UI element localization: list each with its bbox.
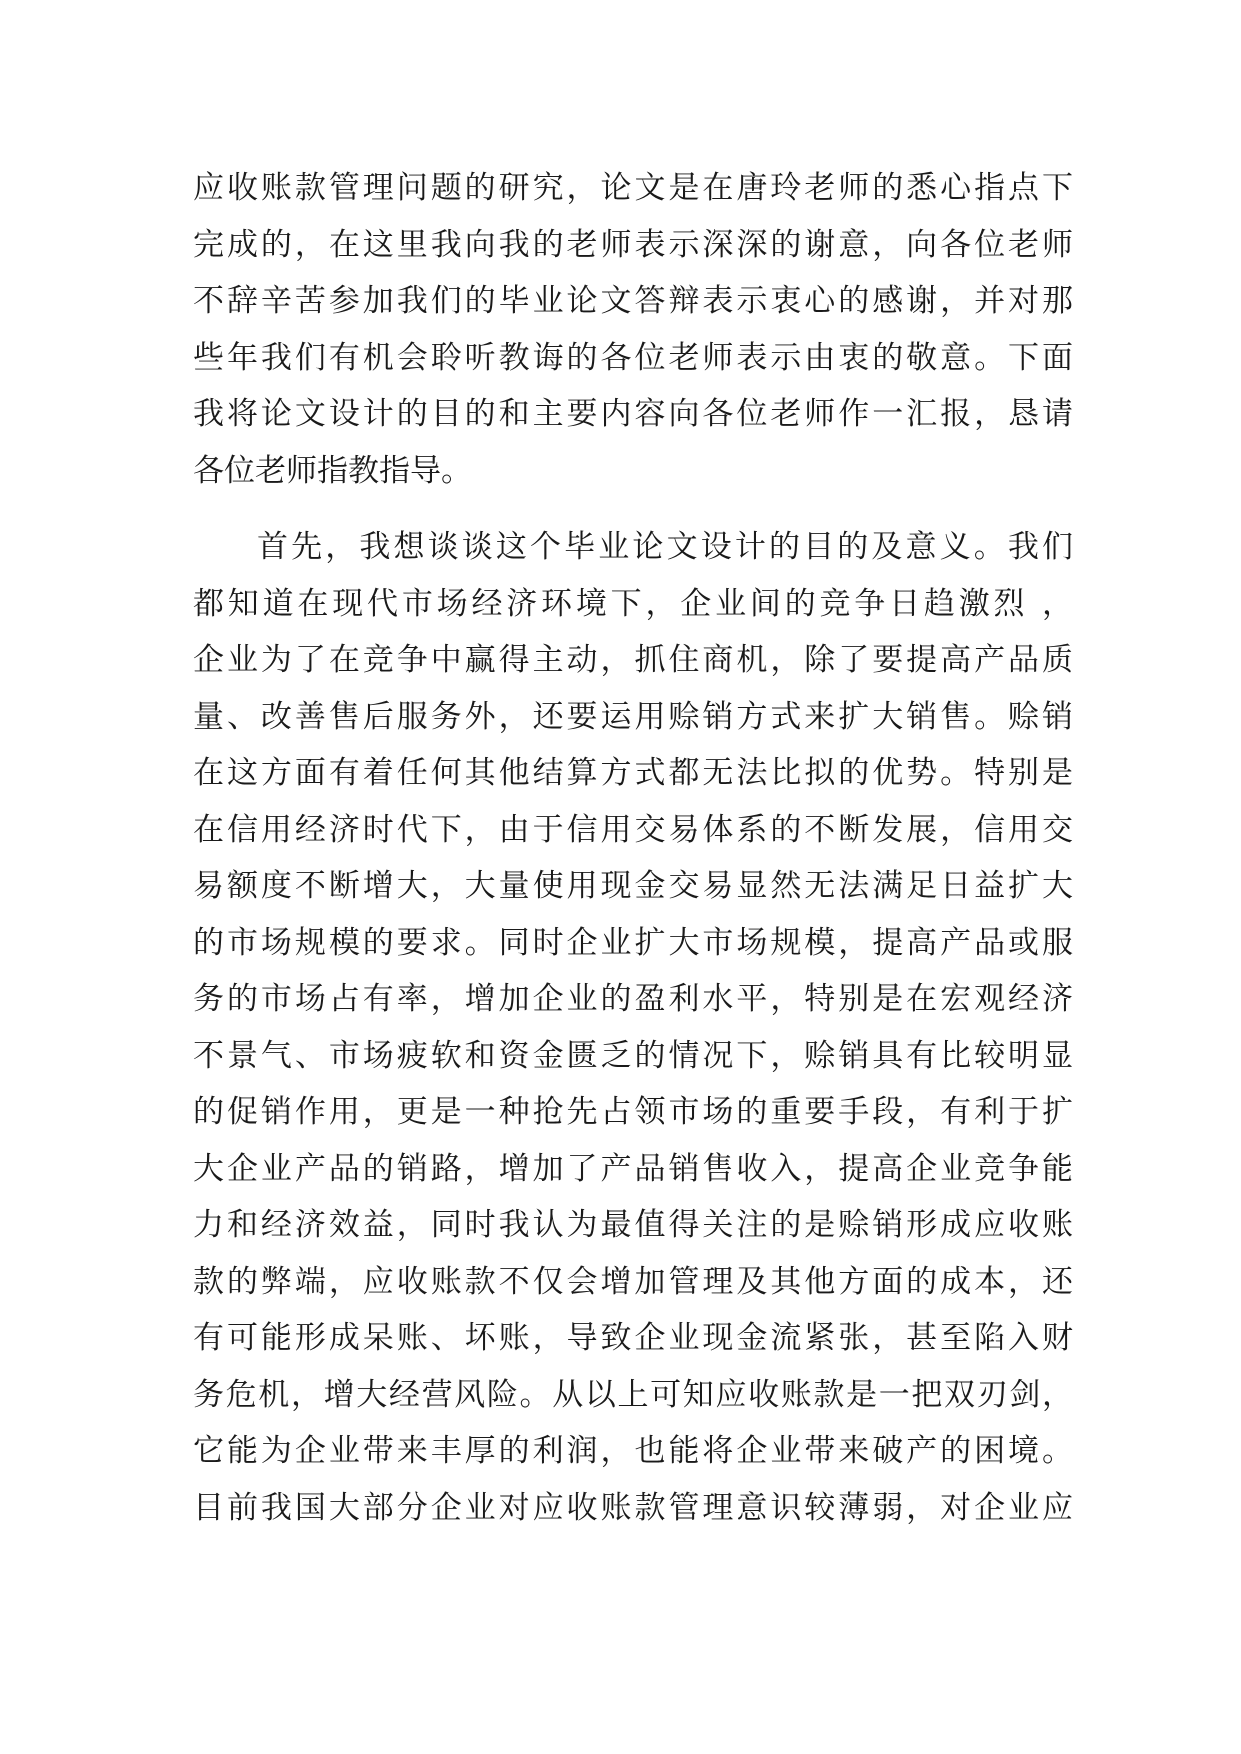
text-line: 应收账款管理问题的研究，论文是在唐玲老师的悉心指点下 <box>193 170 1073 206</box>
text-line: 易额度不断增大，大量使用现金交易显然无法满足日益扩大 <box>193 868 1073 904</box>
text-line: 目前我国大部分企业对应收账款管理意识较薄弱，对企业应 <box>193 1489 1073 1526</box>
text-line: 的市场规模的要求。同时企业扩大市场规模，提高产品或服 <box>193 924 1073 961</box>
text-line: 量、改善售后服务外，还要运用赊销方式来扩大销售。赊销 <box>193 698 1073 735</box>
text-line: 不辞辛苦参加我们的毕业论文答辩表示衷心的感谢，并对那 <box>193 283 1073 319</box>
text-line: 在信用经济时代下，由于信用交易体系的不断发展，信用交 <box>193 811 1073 848</box>
text-line: 它能为企业带来丰厚的利润，也能将企业带来破产的困境。 <box>193 1433 1073 1469</box>
text-line: 有可能形成呆账、坏账，导致企业现金流紧张，甚至陷入财 <box>193 1320 1073 1356</box>
body-text <box>193 160 1073 1536</box>
text-line: 务的市场占有率，增加企业的盈利水平，特别是在宏观经济 <box>193 981 1073 1017</box>
paragraph-purpose <box>193 519 1073 1536</box>
text-line: 我将论文设计的目的和主要内容向各位老师作一汇报，恳请 <box>193 396 1073 432</box>
text-line: 的促销作用，更是一种抢先占领市场的重要手段，有利于扩 <box>193 1094 1073 1130</box>
text-line: 务危机，增大经营风险。从以上可知应收账款是一把双刃剑， <box>193 1376 1073 1413</box>
paragraph-gap <box>193 499 1073 519</box>
text-line: 款的弊端，应收账款不仅会增加管理及其他方面的成本，还 <box>193 1263 1073 1300</box>
text-line: 完成的，在这里我向我的老师表示深深的谢意，向各位老师 <box>193 226 1073 263</box>
text-line: 不景气、市场疲软和资金匮乏的情况下，赊销具有比较明显 <box>193 1037 1073 1074</box>
text-line: 力和经济效益，同时我认为最值得关注的是赊销形成应收账 <box>193 1207 1073 1243</box>
text-line: 首先，我想谈谈这个毕业论文设计的目的及意义。我们 <box>257 529 1073 565</box>
text-line: 各位老师指教指导。 <box>193 452 472 489</box>
text-line: 大企业产品的销路，增加了产品销售收入，提高企业竞争能 <box>193 1150 1073 1187</box>
paragraph-acknowledgement <box>193 160 1073 499</box>
text-line: 企业为了在竞争中赢得主动，抓住商机，除了要提高产品质 <box>193 642 1073 678</box>
text-line: 在这方面有着任何其他结算方式都无法比拟的优势。特别是 <box>193 755 1073 791</box>
text-line: 些年我们有机会聆听教诲的各位老师表示由衷的敬意。下面 <box>193 339 1073 376</box>
text-line: 都知道在现代市场经济环境下，企业间的竞争日趋激烈 ， <box>193 585 1073 622</box>
